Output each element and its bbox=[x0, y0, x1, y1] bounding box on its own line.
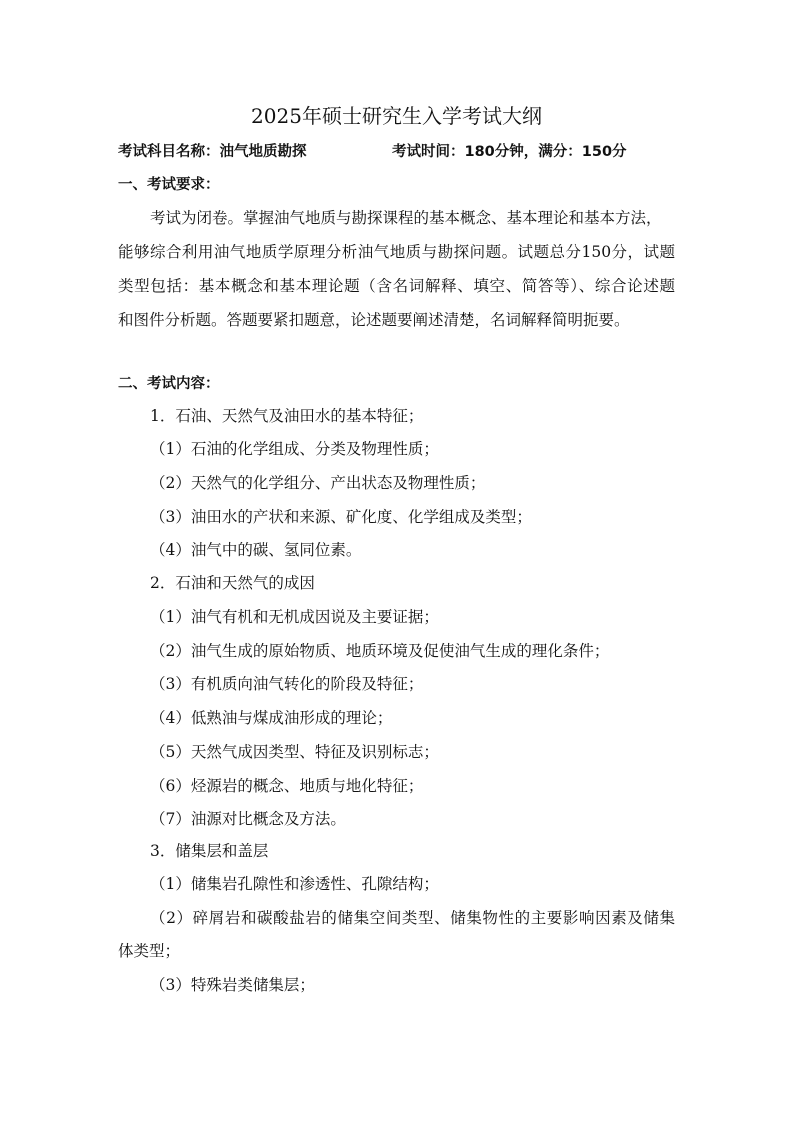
para-line: 考试为闭卷。掌握油气地质与勘探课程的基本概念、基本理论和基本方法， bbox=[150, 209, 662, 227]
content-line: （2）天然气的化学组分、产出状态及物理性质； bbox=[150, 474, 486, 492]
subject-label: 考试科目名称：油气地质勘探 bbox=[118, 144, 307, 160]
section2-heading: 二、考试内容： bbox=[118, 376, 220, 392]
para-line: 类型包括：基本概念和基本理论题（含名词解释、填空、简答等）、综合论述题 bbox=[118, 277, 675, 295]
content-line: （3）特殊岩类储集层； bbox=[150, 976, 315, 994]
content-line: 2．石油和天然气的成因 bbox=[150, 574, 315, 592]
time-label: 考试时间：180分钟，满分：150分 bbox=[392, 144, 627, 160]
content-line: （2）碎屑岩和碳酸盐岩的储集空间类型、储集物性的主要影响因素及储集 bbox=[150, 909, 675, 927]
content-line: （4）低熟油与煤成油形成的理论； bbox=[150, 709, 393, 727]
content-line: 体类型； bbox=[118, 942, 181, 960]
content-line: 3．储集层和盖层 bbox=[150, 842, 269, 860]
content-line: （1）石油的化学组成、分类及物理性质； bbox=[150, 440, 439, 458]
content-line: （7）油源对比概念及方法。 bbox=[150, 810, 346, 828]
content-line: （1）储集岩孔隙性和渗透性、孔隙结构； bbox=[150, 875, 439, 893]
para-line: 和图件分析题。答题要紧扣题意，论述题要阐述清楚，名词解释简明扼要。 bbox=[118, 311, 630, 329]
content-line: 1．石油、天然气及油田水的基本特征； bbox=[150, 407, 424, 425]
content-line: （5）天然气成因类型、特征及识别标志； bbox=[150, 743, 439, 761]
para-line: 能够综合利用油气地质学原理分析油气地质与勘探问题。试题总分150分，试题 bbox=[118, 243, 675, 261]
content-line: （6）烃源岩的概念、地质与地化特征； bbox=[150, 777, 424, 795]
section1-heading: 一、考试要求： bbox=[118, 177, 220, 193]
page-title: 2025年硕士研究生入学考试大纲 bbox=[251, 104, 542, 128]
content-line: （3）有机质向油气转化的阶段及特征； bbox=[150, 675, 424, 693]
content-line: （2）油气生成的原始物质、地质环境及促使油气生成的理化条件； bbox=[150, 642, 610, 660]
content-line: （1）油气有机和无机成因说及主要证据； bbox=[150, 608, 439, 626]
content-line: （4）油气中的碳、氢同位素。 bbox=[150, 541, 362, 559]
content-line: （3）油田水的产状和来源、矿化度、化学组成及类型； bbox=[150, 508, 532, 526]
